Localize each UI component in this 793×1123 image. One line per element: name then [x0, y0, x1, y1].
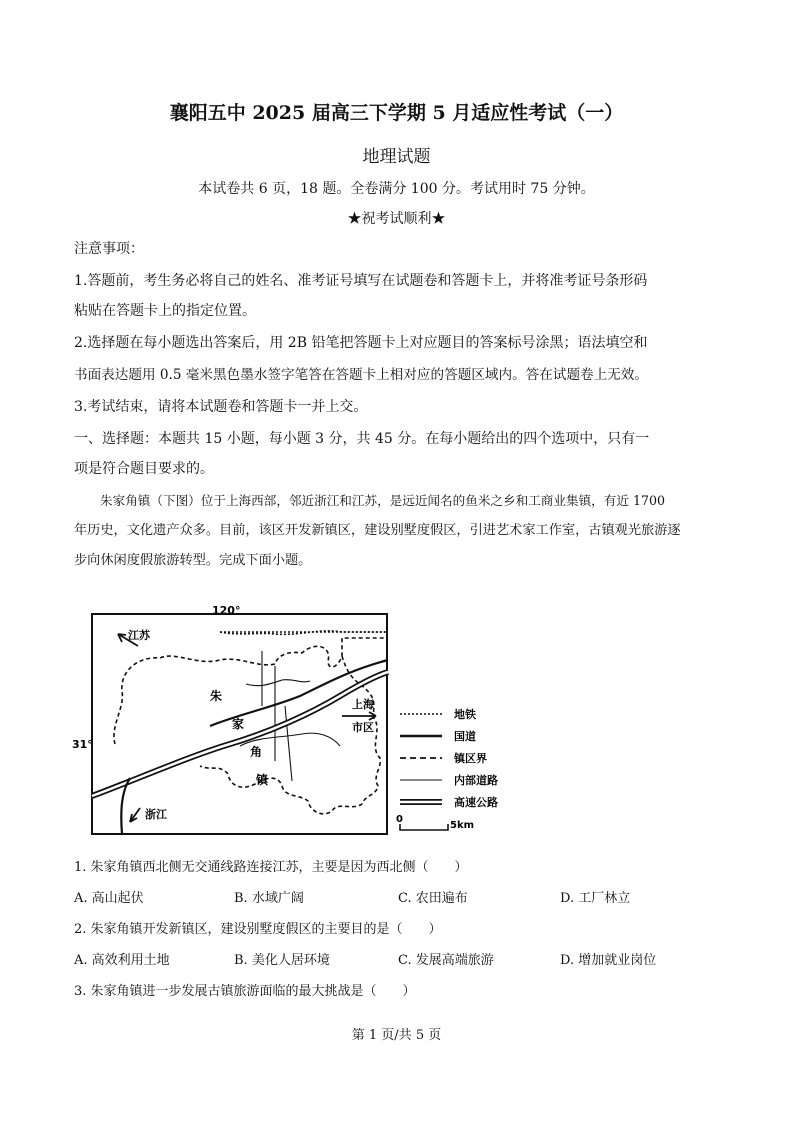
shanghai-label-2: 市区 [352, 721, 374, 734]
inner-roads [240, 651, 340, 781]
lat-label: 31° [72, 738, 93, 751]
section-line-1: 一、选择题：本题共 15 小题，每小题 3 分，共 45 分。在每小题给出的四个选项中，只有一 [74, 431, 650, 447]
zhejiang-arrow-icon [130, 808, 140, 822]
lon-label: 120° [212, 604, 241, 617]
town-char-2: 家 [232, 717, 245, 731]
question-1-option-b: B. 水域广阔 [234, 891, 304, 906]
notice-heading: 注意事项： [74, 241, 144, 257]
question-2-option-b: B. 美化人居环境 [234, 953, 330, 968]
town-boundary [114, 638, 388, 814]
scale-five: 5km [450, 820, 475, 831]
question-3-stem: 3. 朱家角镇进一步发展古镇旅游面临的最大挑战是（ ） [74, 984, 416, 999]
zhujiajiao-map [70, 596, 520, 846]
shanghai-arrow-icon [342, 712, 376, 720]
exam-info: 本试卷共 6 页，18 题。全卷满分 100 分。考试用时 75 分钟。 [198, 181, 595, 197]
question-1-stem: 1. 朱家角镇西北侧无交通线路连接江苏，主要是因为西北侧（ ） [74, 860, 468, 875]
legend-metro: 地铁 [454, 708, 476, 721]
notice-line-1: 1.答题前，考生务必将自己的姓名、准考证号填写在试题卷和答题卡上，并将准考证号条形码 [74, 273, 648, 289]
zhejiang-label: 浙江 [145, 808, 167, 821]
question-1-option-d: D. 工厂林立 [560, 891, 631, 906]
question-2-option-a: A. 高效利用土地 [74, 953, 170, 968]
town-char-1: 朱 [210, 689, 223, 703]
notice-line-2: 粘贴在答题卡上的指定位置。 [74, 303, 256, 319]
question-2-stem: 2. 朱家角镇开发新镇区，建设别墅度假区的主要目的是（ ） [74, 922, 442, 937]
exam-subtitle: 地理试题 [362, 147, 431, 167]
town-char-3: 角 [250, 745, 263, 759]
passage-line-1: 朱家角镇（下图）位于上海西部，邻近浙江和江苏，是远近闻名的鱼米之乡和工商业集镇，有近 1700 [100, 493, 665, 508]
scale-zero: 0 [396, 814, 403, 825]
page-footer: 第 1 页/共 5 页 [351, 1028, 442, 1043]
question-2-option-d: D. 增加就业岗位 [560, 953, 657, 968]
notice-line-5: 3.考试结束，请将本试题卷和答题卡一并上交。 [74, 399, 368, 415]
town-char-4: 镇 [256, 773, 269, 787]
shanghai-label-1: 上海 [352, 698, 374, 711]
notice-line-3: 2.选择题在每小题选出答案后，用 2B 铅笔把答题卡上对应题目的答案标号涂黑；语法填空和 [74, 335, 648, 351]
jiangsu-label: 江苏 [128, 629, 150, 642]
notice-line-4: 书面表达题用 0.5 毫米黑色墨水签字笔答在答题卡上相对应的答题区域内。答在试题卷上无效。 [74, 367, 649, 383]
passage-line-2: 年历史，文化遗产众多。目前，该区开发新镇区，建设别墅度假区，引进艺术家工作室，古镇观光旅游逐 [74, 523, 681, 538]
question-1-option-a: A. 高山起伏 [74, 891, 144, 906]
question-1-option-c: C. 农田遍布 [398, 891, 468, 906]
legend-inner: 内部道路 [454, 774, 498, 787]
question-2-option-c: C. 发展高端旅游 [398, 953, 494, 968]
exam-wish: ★祝考试顺利★ [347, 211, 446, 227]
legend-highway: 高速公路 [454, 796, 498, 809]
scale-bar [400, 824, 448, 830]
exam-title: 襄阳五中 2025 届高三下学期 5 月适应性考试（一） [169, 102, 624, 124]
legend-national: 国道 [454, 730, 476, 743]
section-line-2: 项是符合题目要求的。 [74, 461, 214, 477]
passage-line-3: 步向休闲度假旅游转型。完成下面小题。 [74, 553, 312, 568]
legend-boundary: 镇区界 [454, 752, 487, 765]
